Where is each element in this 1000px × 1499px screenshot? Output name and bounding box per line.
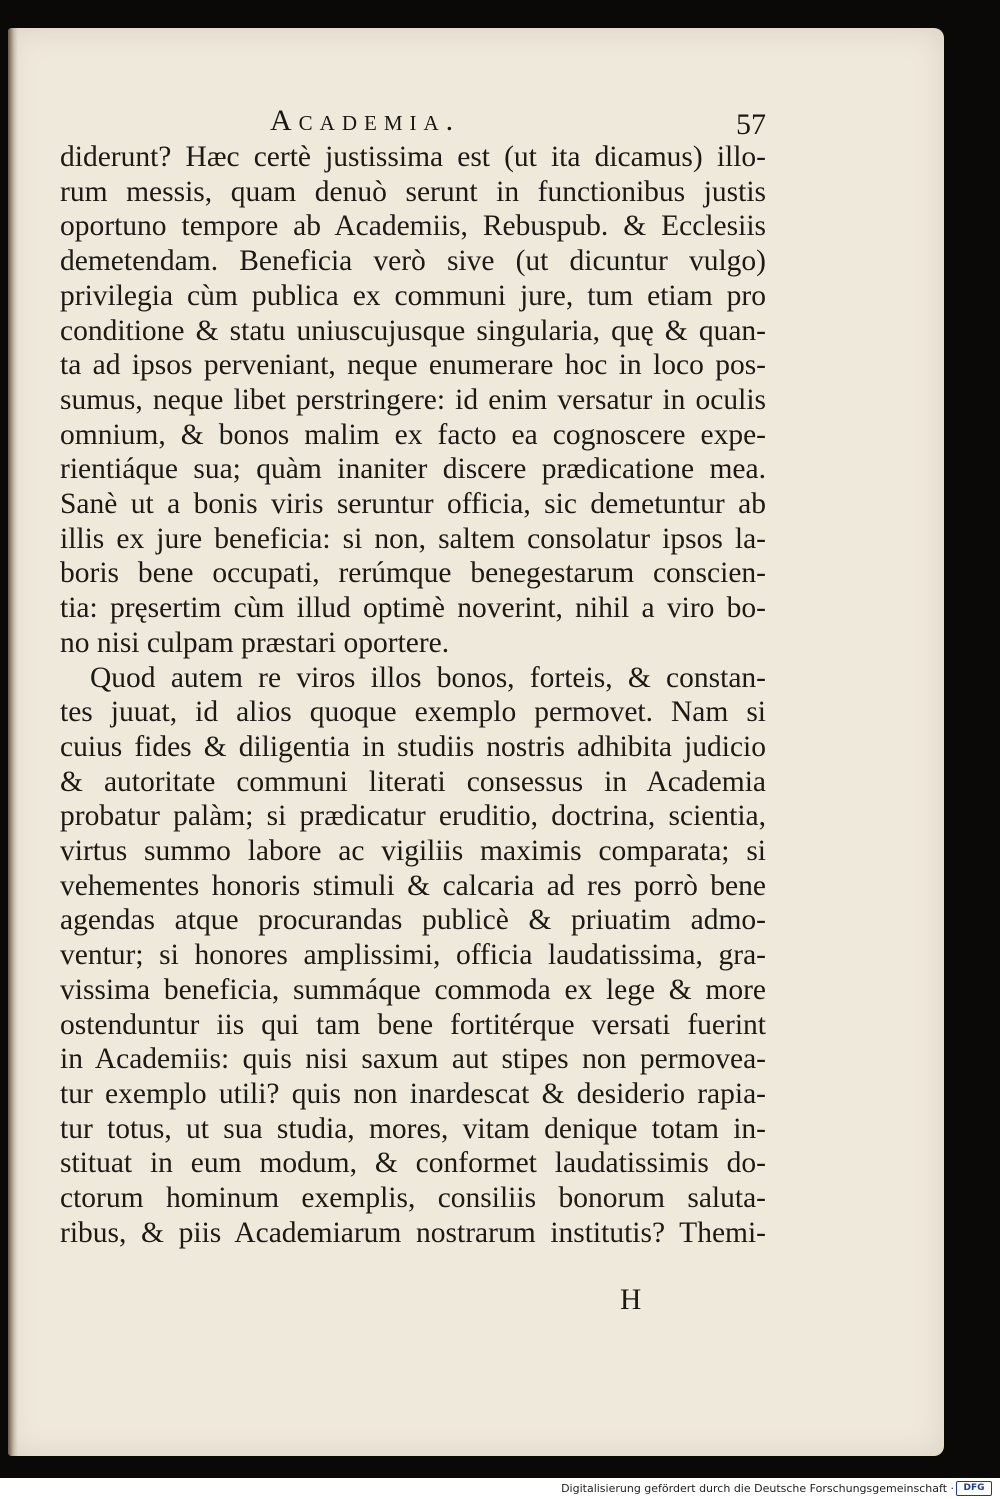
text-line: rientiáque sua; quàm inaniter discere prædicatione mea. bbox=[60, 453, 766, 486]
text-line: sumus, neque libet perstringere: id enim versatur in oculis bbox=[60, 383, 766, 416]
text-line: tur exemplo utili? quis non inardescat & desiderio rapia- bbox=[60, 1077, 766, 1110]
text-line: demetendam. Beneficia verò sive (ut dicuntur vulgo) bbox=[60, 245, 766, 278]
text-line: vissima beneficia, summáque commoda ex lege & more bbox=[60, 973, 766, 1006]
catchword: H bbox=[620, 1284, 642, 1316]
text-line: omnium, & bonos malim ex facto ea cognoscere expe- bbox=[60, 418, 766, 451]
text-line: cuius fides & diligentia in studiis nostris adhibita judicio bbox=[60, 730, 766, 763]
text-line: diderunt? Hæc certè justissima est (ut ita dicamus) illo- bbox=[60, 141, 766, 173]
text-line: ta ad ipsos perveniant, neque enumerare hoc in loco pos- bbox=[60, 349, 766, 382]
text-line: ctorum hominum exemplis, consiliis bonorum saluta- bbox=[60, 1182, 766, 1215]
text-line: ribus, & piis Academiarum nostrarum institutis? Themi- bbox=[60, 1216, 766, 1249]
page-number: 57 bbox=[736, 108, 766, 141]
running-head: Academia. bbox=[270, 104, 461, 137]
text-line: conditione & statu uniuscujusque singularia, quę & quan- bbox=[60, 314, 766, 347]
text-line: ventur; si honores amplissimi, officia laudatissima, gra- bbox=[60, 939, 766, 972]
text-line: agendas atque procurandas publicè & priuatim admo- bbox=[60, 904, 766, 937]
text-line: rum messis, quam denuò serunt in functionibus justis bbox=[60, 175, 766, 208]
text-line: stituat in eum modum, & conformet laudatissimis do- bbox=[60, 1147, 766, 1180]
text-line: tur totus, ut sua studia, mores, vitam denique totam in- bbox=[60, 1112, 766, 1145]
text-line: boris bene occupati, rerúmque benegestarum conscien- bbox=[60, 557, 766, 590]
funding-credit: Digitalisierung gefördert durch die Deutsche Forschungsgemeinschaft · bbox=[561, 1482, 954, 1495]
text-line: no nisi culpam præstari oportere. bbox=[60, 626, 450, 659]
text-line: tia: pręsertim cùm illud optimè noverint, nihil a viro bo- bbox=[60, 592, 766, 625]
footer-bar bbox=[0, 1478, 1000, 1499]
text-line: probatur palàm; si prædicatur eruditio, doctrina, scientia, bbox=[60, 800, 766, 833]
text-line: virtus summo labore ac vigiliis maximis comparata; si bbox=[60, 835, 766, 868]
text-line: Quod autem re viros illos bonos, forteis, & constan- bbox=[90, 661, 766, 694]
text-line: privilegia cùm publica ex communi jure, tum etiam pro bbox=[60, 279, 766, 312]
text-line: Sanè ut a bonis viris seruntur officia, sic demetuntur ab bbox=[60, 488, 766, 521]
text-line: oportuno tempore ab Academiis, Rebuspub. & Ecclesiis bbox=[60, 210, 766, 243]
text-line: & autoritate communi literati consessus in Academia bbox=[60, 765, 766, 798]
text-line: ostenduntur iis qui tam bene fortitérque versati fuerint bbox=[60, 1008, 766, 1041]
text-line: vehementes honoris stimuli & calcaria ad res porrò bene bbox=[60, 869, 766, 902]
dfg-logo-icon: DFG bbox=[956, 1481, 992, 1496]
text-line: illis ex jure beneficia: si non, saltem consolatur ipsos la- bbox=[60, 522, 766, 555]
text-line: tes juuat, id alios quoque exemplo permovet. Nam si bbox=[60, 696, 766, 729]
body-text bbox=[60, 140, 766, 1251]
text-line: in Academiis: quis nisi saxum aut stipes non permovea- bbox=[60, 1043, 766, 1076]
book-page bbox=[8, 28, 944, 1456]
